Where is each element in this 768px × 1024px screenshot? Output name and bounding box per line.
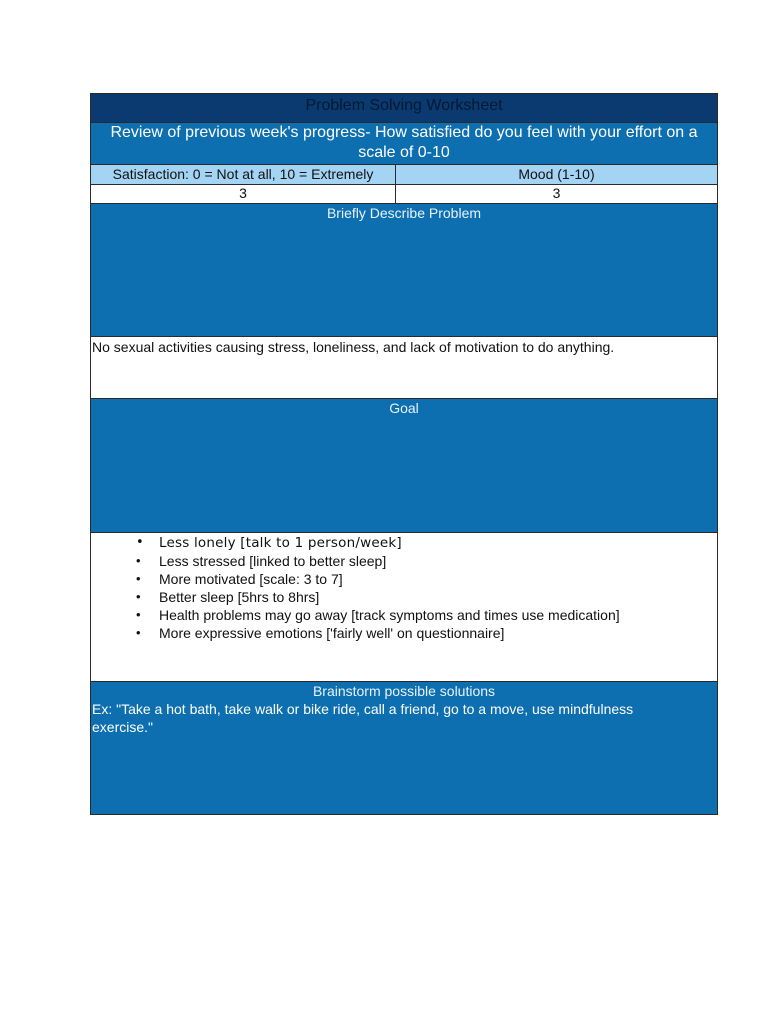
rating-values-row — [91, 185, 717, 204]
review-prompt: Review of previous week's progress- How satisfied do you feel with your effort on a scale of 0-10 — [91, 123, 717, 165]
list-item: • More expressive emotions ['fairly well' on questionnaire] — [159, 624, 717, 642]
brainstorm-section[interactable] — [91, 682, 717, 814]
mood-value[interactable]: 3 — [552, 185, 561, 201]
rating-labels-row — [91, 165, 717, 185]
brainstorm-example: Ex: "Take a hot bath, take walk or bike ride, call a friend, go to a move, use mindfulness exercise." — [92, 701, 634, 735]
problem-solving-worksheet — [90, 93, 718, 815]
problem-description[interactable]: No sexual activities causing stress, loneliness, and lack of motivation to do anything. — [91, 337, 717, 399]
goal-list[interactable] — [91, 533, 717, 682]
brainstorm-heading: Brainstorm possible solutions — [312, 683, 496, 699]
satisfaction-value[interactable]: 3 — [91, 185, 396, 203]
list-item: • Better sleep [5hrs to 8hrs] — [159, 588, 717, 606]
satisfaction-label: Satisfaction: 0 = Not at all, 10 = Extremely — [91, 165, 396, 184]
worksheet-title: Problem Solving Worksheet — [91, 94, 717, 123]
list-item: • Less stressed [linked to better sleep] — [159, 552, 717, 570]
list-item: • Health problems may go away [track symptoms and times use medication] — [159, 606, 717, 624]
goal-heading: Goal — [91, 399, 717, 533]
list-item: • Less lonely [talk to 1 person/week] — [159, 534, 717, 552]
list-item: • More motivated [scale: 3 to 7] — [159, 570, 717, 588]
mood-label: Mood (1-10) — [518, 166, 595, 182]
problem-heading: Briefly Describe Problem — [91, 204, 717, 337]
